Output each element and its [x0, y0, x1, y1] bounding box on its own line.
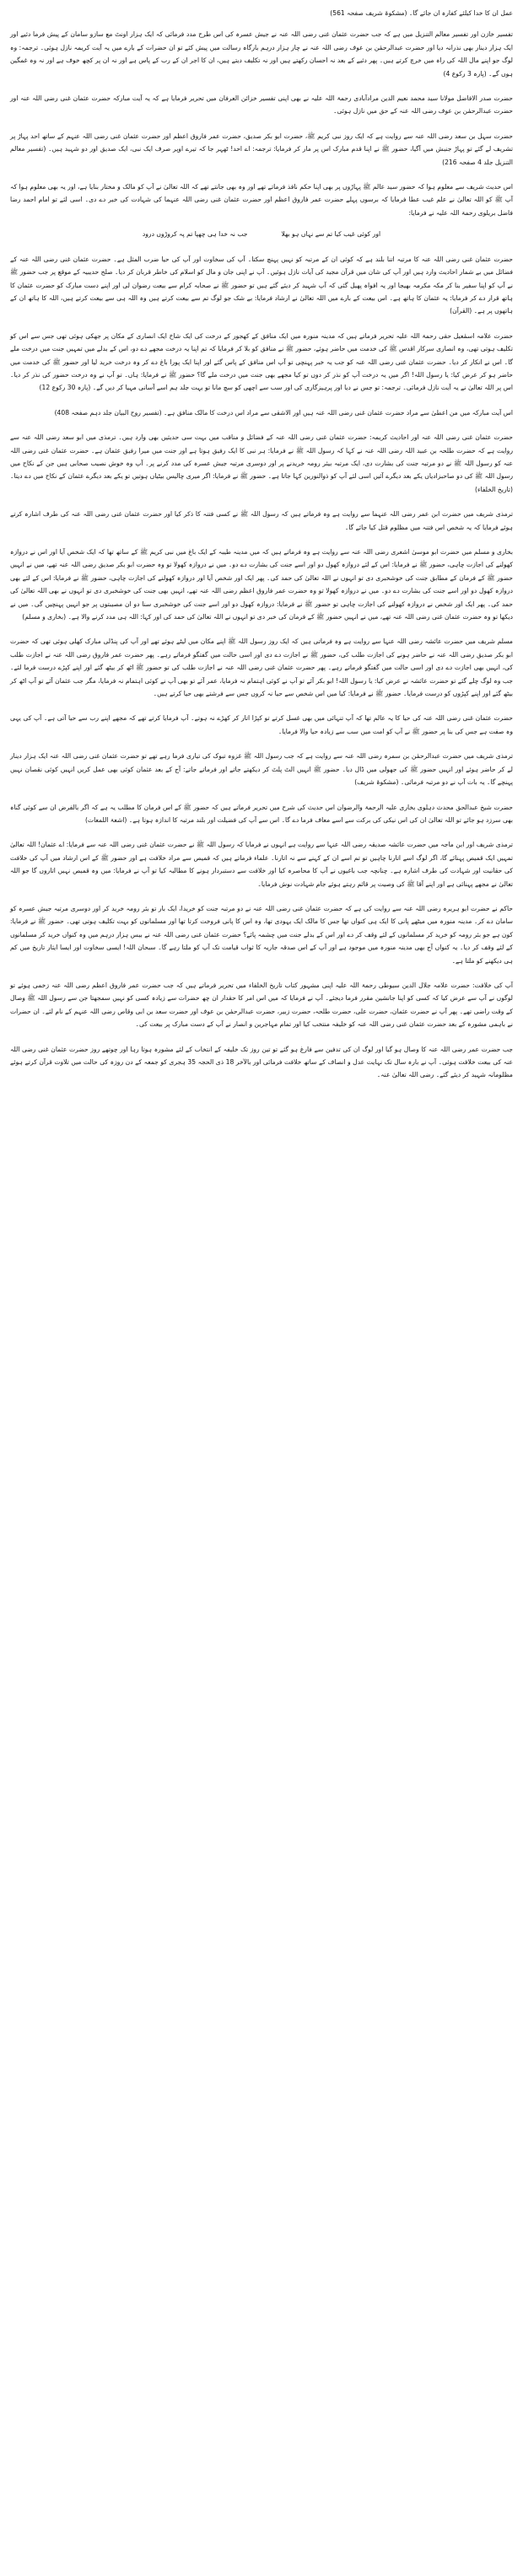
article-paragraph: جب حضرت عمر رضی اللہ عنہ کا وصال ہو گیا اور لوگ ان کی تدفین سے فارغ ہو گئے تو تین روز تک خلیفہ کے انتخاب کے لئے مشورہ ہوتا رہا اور چوتھے روز حضرت عثمان غنی رضی اللہ عنہ کی بیعت خلافت ہوئی۔ آپ نے بارہ سال تک نہایت عدل و انصاف کے ساتھ خلافت فرمائی اور بالآخر 18 ذی الحجہ 35 ہجری کو جمعہ کے دن روزہ کی حالت میں تلاوت قرآن کرتے ہوئے مظلومانہ شہید کر دیئے گئے۔ رضی اللہ تعالیٰ عنہ۔	[10, 1045, 514, 1079]
article-paragraph: حضرت عثمان غنی رضی اللہ عنہ کی حیا کا یہ عالم تھا کہ آپ تنہائی میں بھی غسل کرتے تو کپڑا اتار کر کھڑے نہ ہوتے۔ آپ فرمایا کرتے تھے کہ مجھے اپنے رب سے حیا آتی ہے۔ آپ کی یہی وہ صفت ہے جس کی بنا پر حضور ﷺ نے آپ کو امت میں سب سے زیادہ حیا والا فرمایا۔	[10, 714, 513, 735]
article-paragraph: اس آیت مبارکہ میں من اعطیٰ سے مراد حضرت عثمان غنی رضی اللہ عنہ ہیں اور الاشقی سے مراد اس درخت کا مالک منافق ہے۔ (تفسیر روح البیان جلد دہم صفحہ 408)	[54, 408, 513, 417]
poetry-couplet	[10, 228, 513, 240]
article-paragraph: حضرت سہل بن سعد رضی اللہ عنہ سے روایت ہے کہ ایک روز نبی کریم ﷺ، حضرت ابو بکر صدیق، حضرت عمر فاروق اعظم اور حضرت عثمان غنی رضی اللہ عنہم کے ساتھ احد پہاڑ پر تشریف لے گئے تو پہاڑ جنبش میں آگیا، حضور ﷺ نے اپنا قدم مبارک اس پر مار کر فرمایا: ترجمہ: اے احد! ٹھہر جا کہ تیرے اوپر صرف ایک نبی، ایک صدیق اور دو شہید ہیں۔ (تفسیر معالم التنزیل جلد 4 صفحہ 216)	[10, 132, 513, 166]
article-paragraph: حضرت عثمان غنی رضی اللہ عنہ اور احادیث کریمہ: حضرت عثمان غنی رضی اللہ عنہ کے فضائل و مناقب میں بہت سی حدیثیں بھی وارد ہیں۔ ترمذی میں ابو سعد رضی اللہ عنہ سے روایت ہے کہ حضرت طلحہ بن عبید اللہ رضی اللہ عنہ نے کہا کہ رسول اللہ ﷺ نے فرمایا: ہر نبی کا ایک رفیق ہوتا ہے اور جنت میں میرا رفیق عثمان ہے۔ حضرت عثمان غنی رضی اللہ عنہ کو رسول اللہ ﷺ نے دو مرتبہ جنت کی بشارت دی، ایک مرتبہ بیئر رومہ خریدنے پر اور دوسری مرتبہ جیش عسرہ کی مدد کرنے پر۔ آپ وہ خوش نصیب صحابی ہیں جن کے نکاح میں رسول اللہ ﷺ کی دو صاحبزادیاں یکے بعد دیگرے آئیں اسی لئے آپ کو ذوالنورین کہا جاتا ہے۔ حضور ﷺ نے فرمایا: اگر میری چالیس بیٹیاں ہوتیں تو یکے بعد دیگرے عثمان کے نکاح میں دے دیتا۔ (تاریخ الخلفاء)	[10, 433, 513, 493]
article-paragraph: آپ کی خلافت: حضرت علامہ جلال الدین سیوطی رحمۃ اللہ علیہ اپنی مشہور کتاب تاریخ الخلفاء میں تحریر فرماتے ہیں کہ جب حضرت عمر فاروق اعظم رضی اللہ عنہ زخمی ہوئے تو لوگوں نے آپ سے عرض کیا کہ کسی کو اپنا جانشین مقرر فرما دیجئے۔ آپ نے فرمایا کہ میں اس امر کا حقدار ان چھ حضرات سے زیادہ کسی کو نہیں سمجھتا جن سے رسول اللہ ﷺ وصال کے وقت راضی تھے۔ پھر آپ نے حضرت عثمان، حضرت علی، حضرت طلحہ، حضرت زبیر، حضرت عبدالرحمٰن بن عوف اور حضرت سعد بن ابی وقاص رضی اللہ عنہم کے نام لئے۔ ان حضرات نے باہمی مشورہ کے بعد حضرت عثمان غنی رضی اللہ عنہ کو خلیفہ منتخب کیا اور تمام مہاجرین و انصار نے آپ کے دست مبارک پر بیعت کی۔	[10, 981, 513, 1029]
article-paragraph: تفسیر خازن اور تفسیر معالم التنزیل میں ہے کہ جب حضرت عثمان غنی رضی اللہ عنہ نے جیش عسرہ کی اس طرح مدد فرمائی کہ ایک ہزار اونٹ مع سازو سامان کے پیش فرما دئیے اور ایک ہزار دینار بھی نذرانہ دیا اور حضرت عبدالرحمٰن بن عوف رضی اللہ عنہ نے چار ہزار درہم بارگاہ رسالت میں پیش کئے تو ان حضرات کے بارے میں یہ آیت کریمہ نازل ہوئی۔ ترجمہ: وہ لوگ جو اپنے مال اللہ کی راہ میں خرچ کرتے ہیں۔ پھر دئیے کے بعد نہ احسان رکھتے ہیں اور نہ تکلیف دیتے ہیں، ان کا اجر ان کے رب کے پاس ہے اور نہ ان پر کچھ خوف ہے اور نہ وہ غمگین ہوں گے۔ (پارہ 3 رکوع 4)	[10, 30, 513, 78]
article-paragraph: حضرت صدر الافاضل مولانا سید محمد نعیم الدین مرادآبادی رحمۃ اللہ علیہ نے بھی اپنی تفسیر خزائن العرفان میں تحریر فرمایا ہے کہ یہ آیت مبارکہ حضرت عثمان غنی رضی اللہ عنہ اور حضرت عبدالرحمٰن بن عوف رضی اللہ عنہ کے حق میں نازل ہوئی۔	[10, 94, 513, 116]
article-paragraph: مسلم شریف میں حضرت عائشہ رضی اللہ عنہا سے روایت ہے وہ فرماتی ہیں کہ ایک روز رسول اللہ ﷺ اپنے مکان میں لیٹے ہوئے تھے اور آپ کی پنڈلی مبارک کھلی ہوئی تھی کہ حضرت ابو بکر صدیق رضی اللہ عنہ نے حاضر ہونے کی اجازت طلب کی، حضور ﷺ نے اجازت دے دی اور اسی حالت میں گفتگو فرماتے رہے۔ پھر حضرت عمر فاروق رضی اللہ عنہ نے اجازت طلب کی، انہیں بھی اجازت دے دی اور اسی حالت میں گفتگو فرماتے رہے۔ پھر حضرت عثمان غنی رضی اللہ عنہ نے اجازت طلب کی تو حضور ﷺ اٹھ کر بیٹھ گئے اور اپنے کپڑے درست فرما لئے۔ جب وہ لوگ چلے گئے تو حضرت عائشہ نے عرض کیا: یا رسول اللہ! ابو بکر آئے تو آپ نے کوئی اہتمام نہ فرمایا، عمر آئے تو بھی آپ نے کوئی اہتمام نہ فرمایا، مگر جب عثمان آئے تو آپ اٹھ کر بیٹھ گئے اور اپنے کپڑوں کو درست فرمایا۔ حضور ﷺ نے فرمایا: کیا میں اس شخص سے حیا نہ کروں جس سے فرشتے بھی حیا کرتے ہیں۔	[10, 637, 513, 698]
article-paragraph: حضرت علامہ اسمٰعیل حقی رحمۃ اللہ علیہ تحریر فرماتے ہیں کہ مدینہ منورہ میں ایک منافق کے کھجور کے درخت کی ایک شاخ ایک انصاری کے مکان پر جھکی ہوئی تھی جس سے اس کو تکلیف ہوتی تھی، وہ انصاری سرکار اقدس ﷺ کی خدمت میں حاضر ہوئے، حضور ﷺ نے منافق کو بلا کر فرمایا کہ تم اپنا یہ درخت مجھے دے دو، اس کے بدلے میں تمہیں جنت میں درخت ملے گا۔ اس نے انکار کر دیا۔ حضرت عثمان غنی رضی اللہ عنہ کو جب یہ خبر پہنچی تو آپ اس منافق کے پاس گئے اور اپنا ایک پورا باغ دے کر وہ درخت خرید لیا اور حضور ﷺ کی خدمت میں حاضر ہو کر عرض کیا: یا رسول اللہ! اگر میں یہ درخت آپ کو نذر کر دوں تو کیا مجھے بھی جنت میں درخت ملے گا؟ حضور ﷺ نے فرمایا: ہاں۔ تو آپ نے وہ درخت حضور کی نذر کر دیا۔ اس پر اللہ تعالیٰ نے یہ آیت نازل فرمائی۔ ترجمہ: تو جس نے دیا اور پرہیزگاری کی اور سب سے اچھی کو سچ مانا تو بہت جلد ہم اسے آسانی مہیا کر دیں گے۔ (پارہ 30 رکوع 12)	[10, 331, 513, 392]
article-paragraph: ترمذی شریف اور ابن ماجہ میں حضرت عائشہ صدیقہ رضی اللہ عنہا سے روایت ہے انہوں نے فرمایا کہ رسول اللہ ﷺ نے حضرت عثمان غنی رضی اللہ عنہ سے فرمایا: اے عثمان! اللہ تعالیٰ تمہیں ایک قمیص پہنائے گا، اگر لوگ اسے اتارنا چاہیں تو تم اسے ان کے کہنے سے نہ اتارنا۔ علماء فرماتے ہیں کہ قمیص سے مراد خلافت ہے اور حضور ﷺ کے اس ارشاد میں آپ کی خلافت کی حقانیت اور شہادت کی طرف اشارہ ہے۔ چنانچہ جب باغیوں نے آپ کا محاصرہ کیا اور خلافت سے دستبردار ہونے کا مطالبہ کیا تو آپ نے فرمایا: میں وہ قمیص نہیں اتاروں گا جو اللہ تعالیٰ نے مجھے پہنائی ہے اور اپنے آقا ﷺ کی وصیت پر قائم رہتے ہوئے جام شہادت نوش فرمایا۔	[10, 841, 513, 888]
article-paragraph: ترمذی شریف میں حضرت ابن عمر رضی اللہ عنہما سے روایت ہے وہ فرماتے ہیں کہ رسول اللہ ﷺ نے کسی فتنہ کا ذکر کیا اور حضرت عثمان غنی رضی اللہ عنہ کی طرف اشارہ کرتے ہوئے فرمایا کہ یہ شخص اس فتنہ میں مظلوم قتل کیا جائے گا۔	[10, 510, 513, 531]
couplet-hemistich: اور کوئی غیب کیا تم سے نہاں ہو بھلا	[281, 230, 381, 239]
article-paragraph: ترمذی شریف میں حضرت عبدالرحمٰن بن سمرہ رضی اللہ عنہ سے روایت ہے کہ جب رسول اللہ ﷺ غزوہ تبوک کی تیاری فرما رہے تھے تو حضرت عثمان غنی رضی اللہ عنہ ایک ہزار دینار لے کر حاضر ہوئے اور انہیں حضور ﷺ کی جھولی میں ڈال دیا۔ حضور ﷺ انہیں الٹ پلٹ کر دیکھتے جاتے اور فرماتے جاتے: آج کے بعد عثمان کوئی بھی عمل کریں انہیں کوئی نقصان نہیں پہنچے گا۔ یہ بات آپ نے دو مرتبہ فرمائی۔ (مشکوۃ شریف)	[10, 752, 513, 787]
article-paragraph: بخاری و مسلم میں حضرت ابو موسیٰ اشعری رضی اللہ عنہ سے روایت ہے وہ فرماتے ہیں کہ میں مدینہ طیبہ کے ایک باغ میں نبی کریم ﷺ کے ساتھ تھا کہ ایک شخص آیا اور اس نے دروازہ کھولنے کی اجازت چاہی، حضور ﷺ نے فرمایا: اس کے لئے دروازہ کھول دو اور اسے جنت کی بشارت دے دو۔ میں نے دروازہ کھولا تو وہ حضرت ابو بکر صدیق رضی اللہ عنہ تھے، میں نے انہیں حضور ﷺ کے فرمان کے مطابق جنت کی خوشخبری دی تو انہوں نے اللہ تعالیٰ کی حمد کی۔ پھر ایک اور شخص آیا اور دروازہ کھولنے کی اجازت چاہی، حضور ﷺ نے فرمایا: اس کے لئے بھی دروازہ کھول دو اور اسے جنت کی بشارت دے دو۔ میں نے دروازہ کھولا تو وہ حضرت عمر فاروق اعظم رضی اللہ عنہ تھے، انہیں بھی جنت کی خوشخبری دی تو انہوں نے بھی اللہ تعالیٰ کی حمد کی۔ پھر ایک اور شخص نے دروازہ کھولنے کی اجازت چاہی تو حضور ﷺ نے فرمایا: دروازہ کھول دو اور اسے جنت کی خوشخبری سنا دو ان مصیبتوں پر جو انہیں پہنچیں گی۔ میں نے دیکھا تو وہ حضرت عثمان غنی رضی اللہ عنہ تھے، میں نے انہیں حضور ﷺ کے فرمان کی خبر دی تو انہوں نے اللہ تعالیٰ کی حمد کی اور کہا: اللہ ہی مدد کرنے والا ہے۔ (بخاری و مسلم)	[10, 548, 513, 621]
article-paragraph: حاکم نے حضرت ابو ہریرہ رضی اللہ عنہ سے روایت کی ہے کہ حضرت عثمان غنی رضی اللہ عنہ نے دو مرتبہ جنت کو خریدا، ایک بار تو بئر رومہ خرید کر اور دوسری مرتبہ جیش عسرہ کو سامان دے کر۔ مدینہ منورہ میں میٹھے پانی کا ایک ہی کنواں تھا جس کا مالک ایک یہودی تھا، وہ اس کا پانی فروخت کرتا تھا اور مسلمانوں کو بہت تکلیف ہوتی تھی۔ حضور ﷺ نے فرمایا: کون ہے جو بئر رومہ کو خرید کر مسلمانوں کے لئے وقف کر دے اور اس کے بدلے جنت میں چشمہ پائے؟ حضرت عثمان غنی رضی اللہ عنہ نے بیس ہزار درہم میں وہ کنواں خرید کر مسلمانوں کے لئے وقف کر دیا۔ یہ کنواں آج بھی مدینہ منورہ میں موجود ہے اور آپ کے اس صدقہ جاریہ کا ثواب قیامت تک آپ کو ملتا رہے گا۔ سبحان اللہ! ایسی سخاوت اور ایسا ایثار تاریخ میں کم ہی دیکھنے کو ملتا ہے۔	[10, 904, 513, 965]
couplet-hemistich: جب نہ خدا ہی چھپا تم پہ کروڑوں درود	[142, 230, 248, 239]
article-paragraph: حضرت شیخ عبدالحق محدث دہلوی بخاری علیہ الرحمۃ والرضوان اس حدیث کی شرح میں تحریر فرماتے ہیں کہ حضور ﷺ کے اس فرمان کا مطلب یہ ہے کہ اگر بالفرض ان سے کوئی گناہ بھی سرزد ہو جائے تو اللہ تعالیٰ ان کی اس نیکی کی برکت سے اسے معاف فرما دے گا۔ اس سے آپ کی فضیلت اور بلند مرتبہ کا اندازہ ہوتا ہے۔ (اشعۃ اللمعات)	[10, 803, 513, 824]
article-paragraph: عمل ان کا خدا کیلئے کفارہ ان جائے گا۔ (مشکوۃ شریف صفحہ 561)	[330, 9, 513, 17]
article-paragraph: حضرت عثمان غنی رضی اللہ عنہ کا مرتبہ اتنا بلند ہے کہ کوئی ان کے مرتبہ کو نہیں پہنچ سکتا۔ آپ کی سخاوت اور آپ کی حیا ضرب المثل ہے۔ حضرت عثمان غنی رضی اللہ عنہ کے فضائل میں بے شمار احادیث وارد ہیں اور آپ کی شان میں قرآن مجید کی آیات نازل ہوئیں۔ آپ نے اپنی جان و مال کو اسلام کی خاطر قربان کر دیا۔ صلح حدیبیہ کے موقع پر جب حضور ﷺ نے آپ کو اپنا سفیر بنا کر مکہ مکرمہ بھیجا اور یہ افواہ پھیل گئی کہ آپ شہید کر دیئے گئے ہیں تو حضور ﷺ نے صحابہ کرام سے بیعت رضوان لی اور اپنے دست مبارک کو حضرت عثمان کا ہاتھ قرار دے کر فرمایا: یہ عثمان کا ہاتھ ہے۔ اس بیعت کے بارے میں اللہ تعالیٰ نے ارشاد فرمایا: بے شک جو لوگ تم سے بیعت کرتے ہیں وہ اللہ ہی سے بیعت کرتے ہیں، اللہ کا ہاتھ ان کے ہاتھوں پر ہے۔ (القرآن)	[10, 255, 513, 315]
article-paragraph: اس حدیث شریف سے معلوم ہوا کہ حضور سید عالم ﷺ پہاڑوں پر بھی اپنا حکم نافذ فرماتے تھے اور وہ بھی جانتے تھے کہ اللہ تعالیٰ نے آپ کو مالک و مختار بنایا ہے، اور یہ بھی معلوم ہوا کہ آپ ﷺ کو اللہ تعالیٰ نے علم غیب عطا فرمایا کہ برسوں پہلے حضرت عمر فاروق اعظم اور حضرت عثمان غنی رضی اللہ عنہما کی شہادت کی خبر دے دی۔ اسی لئے تو امام احمد رضا فاضل بریلوی رحمۃ اللہ علیہ نے فرمایا:	[10, 183, 513, 217]
